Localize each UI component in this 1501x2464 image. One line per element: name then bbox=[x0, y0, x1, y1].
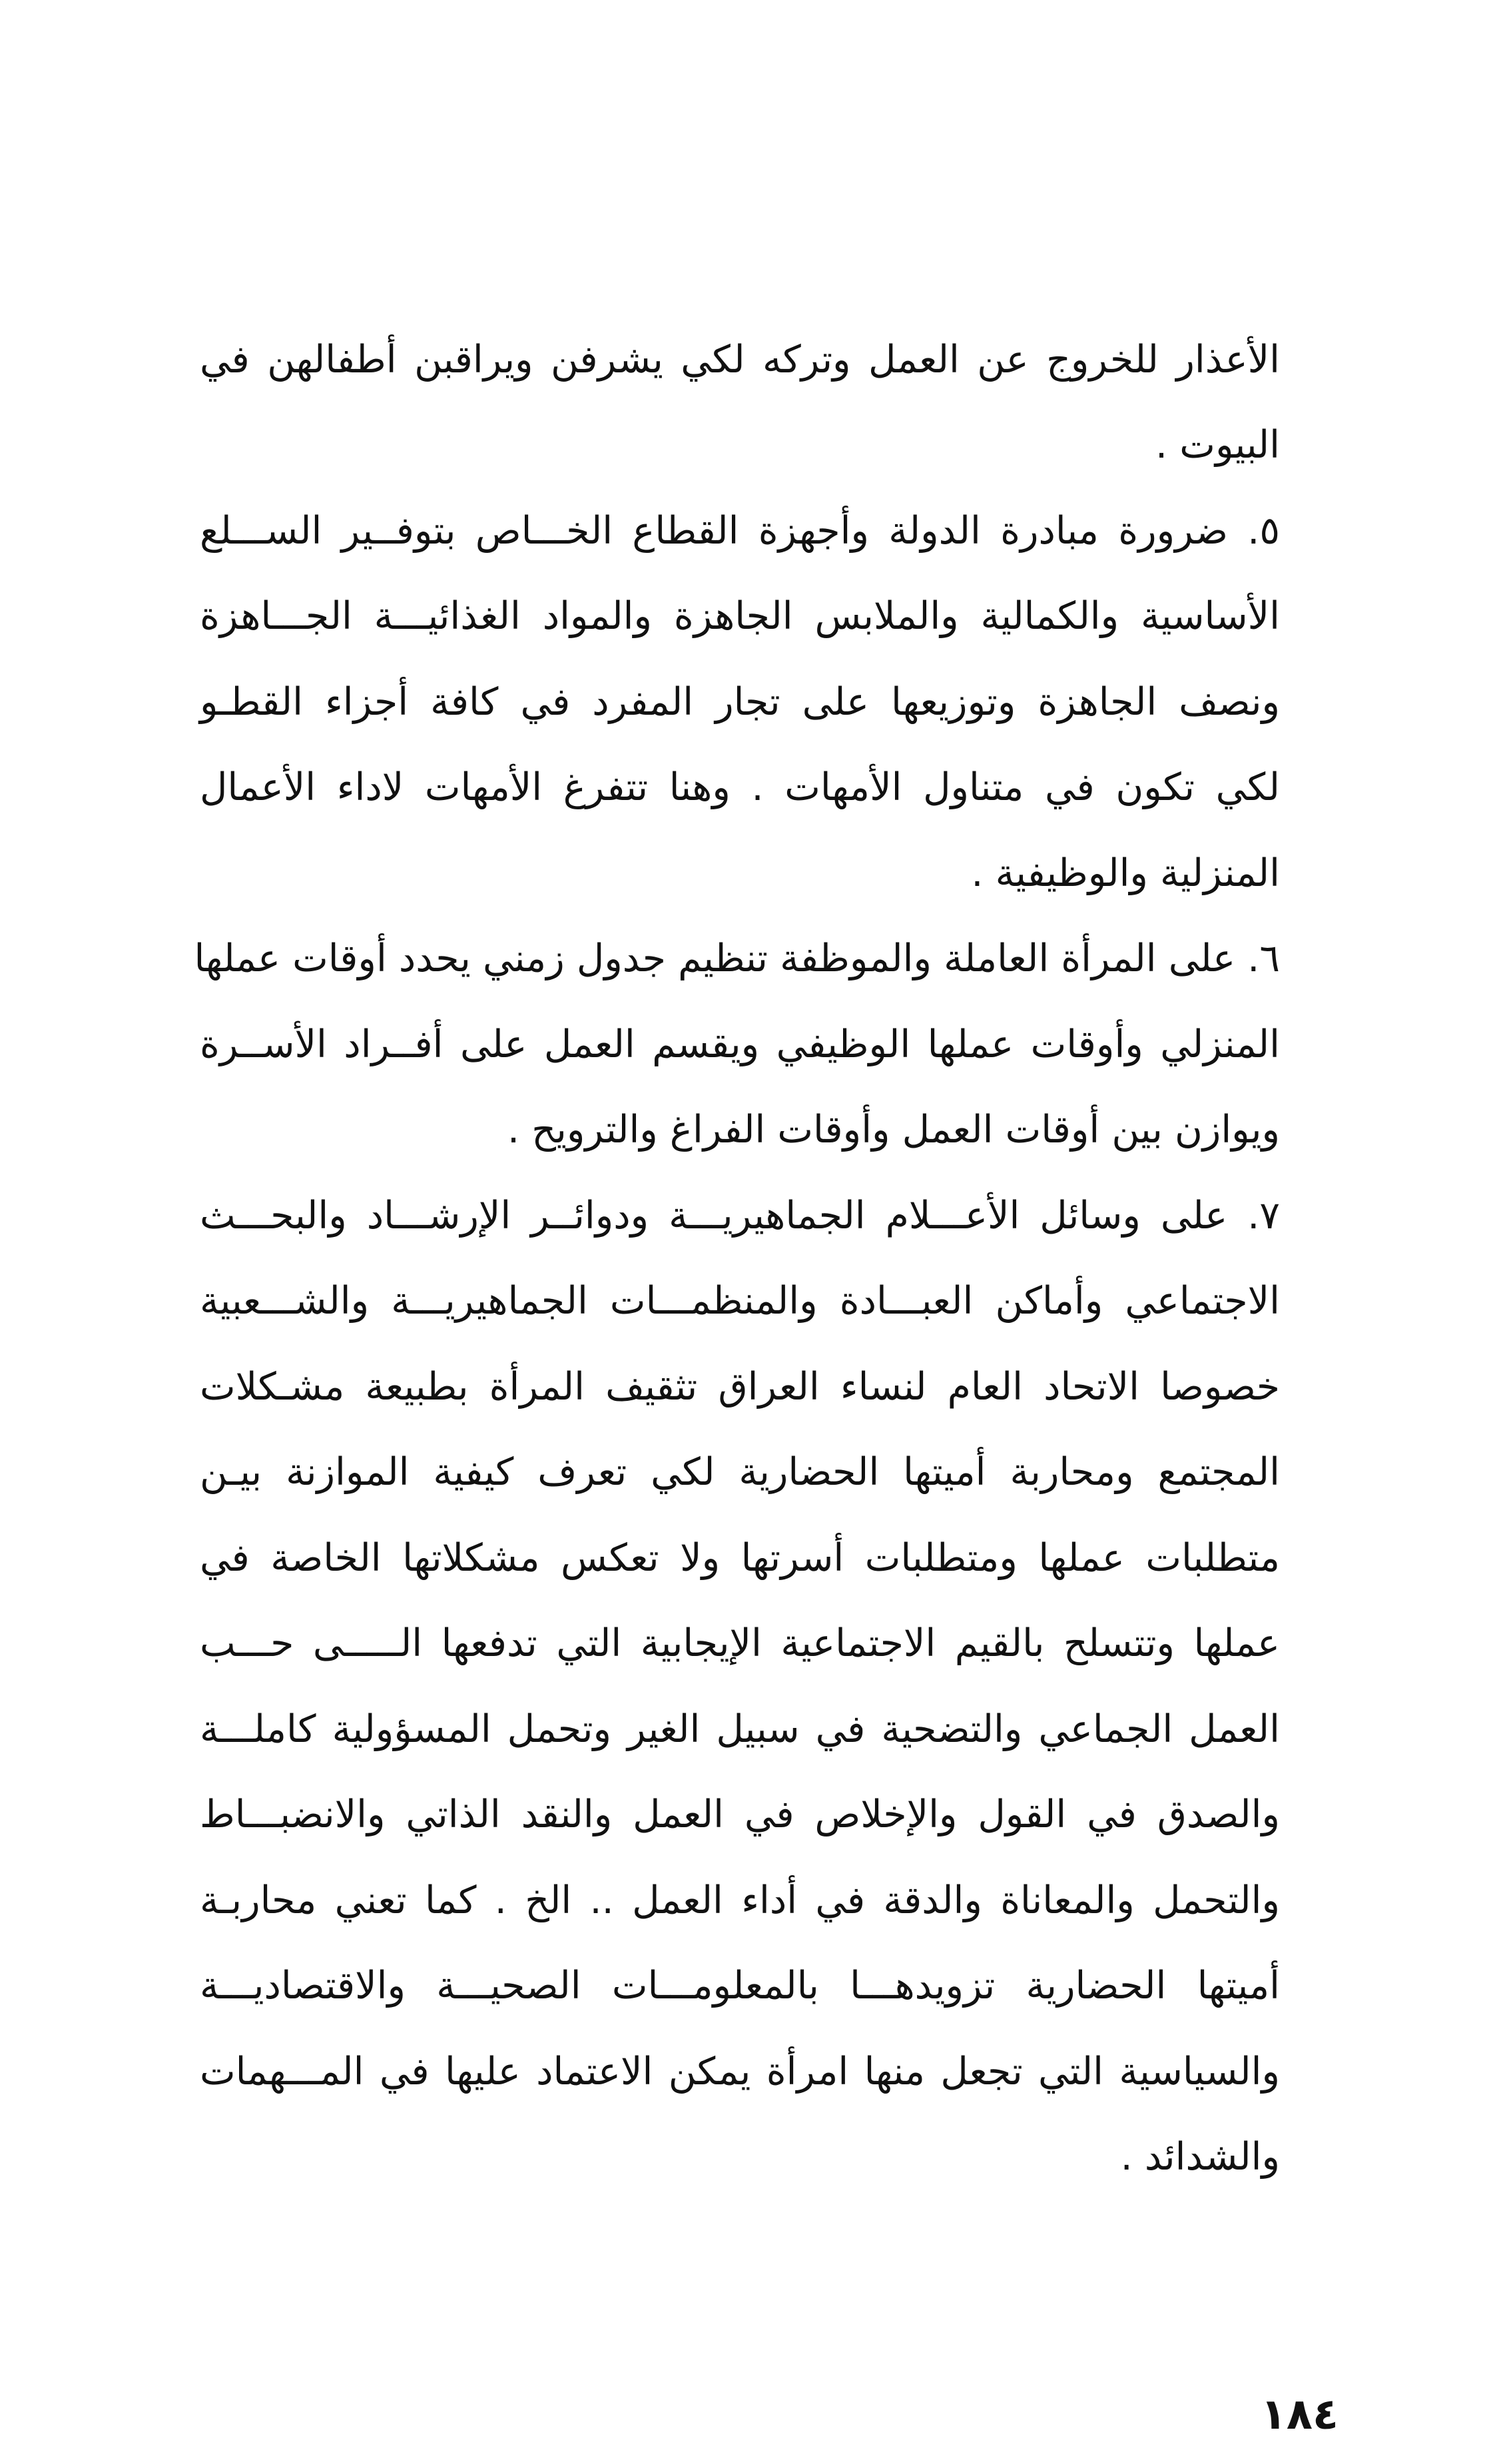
text-line: خصوصا الاتحاد العام لنساء العراق تثقيف المرأة بطبيعة مشـكلات bbox=[200, 1365, 1280, 1409]
text-line: متطلبات عملها ومتطلبات أسرتها ولا تعكس مشكلاتها الخاصة في bbox=[200, 1536, 1280, 1580]
text-line: عملها وتتسلح بالقيم الاجتماعية الإيجابية التي تدفعها الـــــى حـــب bbox=[200, 1621, 1280, 1665]
text-line: ويوازن بين أوقات العمل وأوقات الفراغ والترويح . bbox=[507, 1108, 1280, 1152]
text-line: ونصف الجاهزة وتوزيعها على تجار المفرد في كافة أجزاء القطـو bbox=[200, 680, 1280, 724]
text-line: المجتمع ومحاربة أميتها الحضارية لكي تعرف كيفية الموازنة بيـن bbox=[200, 1450, 1280, 1494]
list-item-5: ٥. ضرورة مبادرة الدولة وأجهزة القطاع الخـــاص بتوفــير الســـلع bbox=[200, 509, 1280, 553]
page-number: ١٨٤ bbox=[1260, 2390, 1339, 2439]
text-line: البيوت . bbox=[1155, 423, 1280, 467]
text-line: أميتها الحضارية تزويدهـــا بالمعلومـــات الصحيـــة والاقتصاديـــة bbox=[200, 1964, 1280, 2008]
text-line: لكي تكون في متناول الأمهات . وهنا تتفرغ الأمهات لاداء الأعمال bbox=[200, 765, 1280, 809]
text-line: والتحمل والمعاناة والدقة في أداء العمل .. الخ . كما تعني محاربـة bbox=[200, 1878, 1280, 1922]
text-line: والسياسية التي تجعل منها امرأة يمكن الاعتماد عليها في المـــهمات bbox=[200, 2050, 1280, 2094]
text-line: والشدائد . bbox=[1120, 2135, 1280, 2179]
text-line: الاجتماعي وأماكن العبـــادة والمنظمـــات الجماهيريـــة والشـــعبية bbox=[200, 1279, 1280, 1323]
list-item-7: ٧. على وسائل الأعـــلام الجماهيريـــة ودوائــر الإرشـــاد والبحـــث bbox=[200, 1194, 1280, 1238]
text-line: والصدق في القول والإخلاص في العمل والنقد الذاتي والانضبـــاط bbox=[200, 1793, 1280, 1837]
text-line: الأعذار للخروج عن العمل وتركه لكي يشرفن ويراقبن أطفالهن في bbox=[200, 338, 1280, 382]
text-line: العمل الجماعي والتضحية في سبيل الغير وتحمل المسؤولية كاملـــة bbox=[200, 1707, 1280, 1751]
text-line: المنزلية والوظيفية . bbox=[971, 851, 1280, 895]
text-line: المنزلي وأوقات عملها الوظيفي ويقسم العمل على أفــراد الأســرة bbox=[200, 1023, 1280, 1066]
text-line: الأساسية والكمالية والملابس الجاهزة والمواد الغذائيـــة الجـــاهزة bbox=[200, 594, 1280, 638]
list-item-6: ٦. على المرأة العاملة والموظفة تنظيم جدول زمني يحدد أوقات عملها bbox=[194, 937, 1280, 981]
